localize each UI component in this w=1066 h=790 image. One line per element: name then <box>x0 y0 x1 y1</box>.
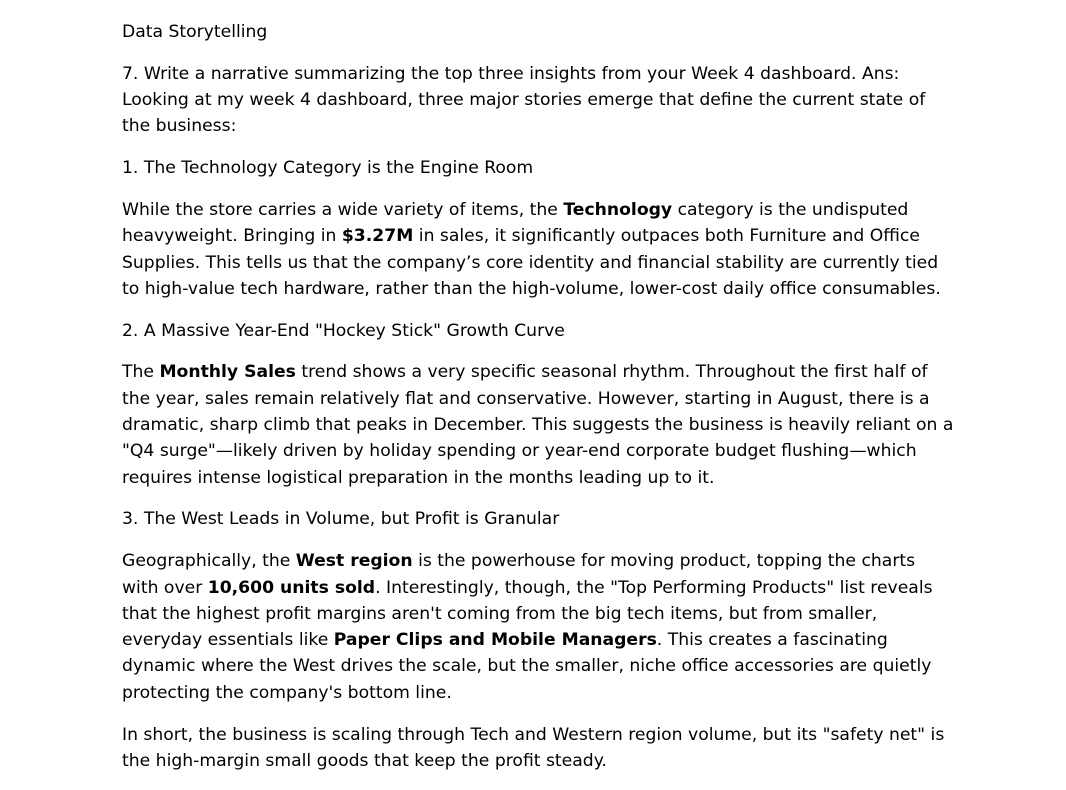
document-title: Data Storytelling <box>122 22 268 42</box>
text-run: is the powerhouse for moving product, topping the charts with over <box>122 551 916 598</box>
text-run: While the store carries a wide variety of items, the <box>122 199 564 220</box>
section-1-heading: 1. The Technology Category is the Engine Room <box>122 158 534 179</box>
question-paragraph: 7. Write a narrative summarizing the top three insights from your Week 4 dashboard. Ans: Looking at my week 4 dashboard, three major stories emerge that define the current state of the business: <box>122 63 926 137</box>
bold-run: Monthly Sales <box>159 362 296 383</box>
bold-run: 10,600 units sold <box>207 577 376 598</box>
section-1-paragraph <box>122 197 954 302</box>
document-body <box>122 19 954 790</box>
bold-run: $3.27M <box>341 226 414 247</box>
text-run: trend shows a very specific seasonal rhythm. Throughout the first half of the year, sales remain relatively flat and conservative. However, starting in August, there is a dramatic, sharp climb that peaks in December. This suggests the business is heavily reliant on a "Q4 surge"—likely driven by holiday spending or year-end corporate budget flushing—which requires intense logistical preparation in the months leading up to it. <box>122 362 954 488</box>
text-run: The <box>122 362 160 383</box>
bold-run: West region <box>295 551 413 572</box>
section-2-heading: 2. A Massive Year-End "Hockey Stick" Growth Curve <box>122 320 565 341</box>
text-run: in sales, it significantly outpaces both Furniture and Office Supplies. This tells us that the company’s core identity and financial stability are currently tied to high-value tech hardware, rather than the high-volume, lower-cost daily office consumables. <box>122 226 941 299</box>
bold-run: Paper Clips and Mobile Managers <box>333 630 657 651</box>
section-3-paragraph <box>122 548 954 706</box>
section-2-paragraph <box>122 359 954 490</box>
text-run: Geographically, the <box>122 551 296 572</box>
text-run: . Interestingly, though, the "Top Performing Products" list reveals that the highest profit margins aren't coming from the big tech items, but from smaller, everyday essentials like <box>122 577 933 651</box>
bold-run: Technology <box>563 199 673 220</box>
text-run: category is the undisputed heavyweight. Bringing in <box>122 199 909 247</box>
section-3-heading: 3. The West Leads in Volume, but Profit is Granular <box>122 509 560 530</box>
text-run: . This creates a fascinating dynamic where the West drives the scale, but the smaller, niche office accessories are quietly protecting the company's bottom line. <box>122 630 932 703</box>
conclusion-paragraph: In short, the business is scaling through Tech and Western region volume, but its "safety net" is the high-margin small goods that keep the profit steady. <box>122 724 945 771</box>
